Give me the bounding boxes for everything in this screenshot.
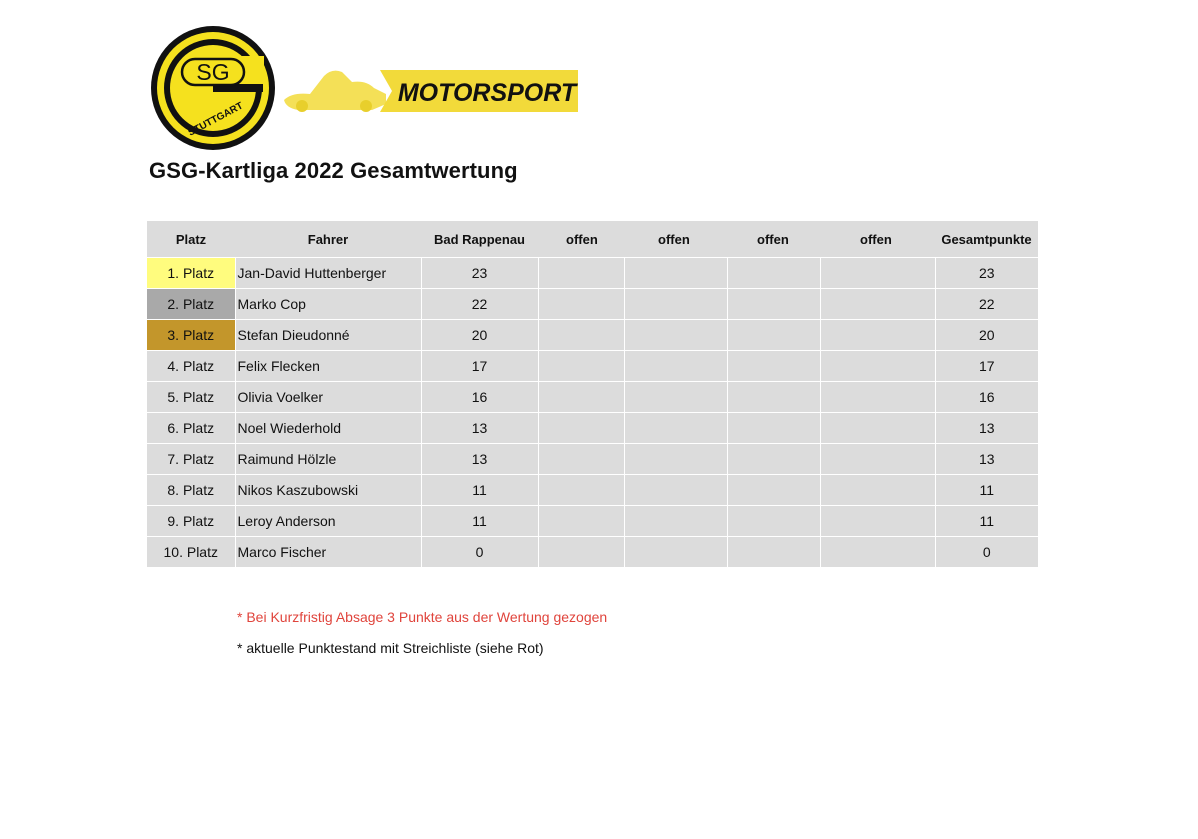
race-2-cell [538, 289, 624, 320]
bad-rappenau-cell: 13 [421, 444, 538, 475]
race-2-cell [538, 258, 624, 289]
total-cell: 23 [935, 258, 1038, 289]
motorsport-banner [282, 66, 578, 114]
standings-table [147, 221, 1038, 567]
race-3-cell [624, 258, 727, 289]
driver-cell: Marco Fischer [235, 537, 421, 568]
race-3-cell [624, 413, 727, 444]
total-cell: 11 [935, 475, 1038, 506]
race-2-cell [538, 475, 624, 506]
kart-icon [284, 71, 386, 112]
race-4-cell [727, 258, 820, 289]
race-3-cell [624, 289, 727, 320]
table-row [147, 258, 1038, 289]
table-row [147, 506, 1038, 537]
total-cell: 13 [935, 444, 1038, 475]
total-cell: 11 [935, 506, 1038, 537]
column-header-offen-2: offen [624, 221, 727, 258]
column-header-offen-4: offen [820, 221, 935, 258]
race-4-cell [727, 413, 820, 444]
race-3-cell [624, 506, 727, 537]
bad-rappenau-cell: 23 [421, 258, 538, 289]
column-header-offen-1: offen [538, 221, 624, 258]
rank-cell: 2. Platz [147, 289, 235, 320]
bad-rappenau-cell: 20 [421, 320, 538, 351]
race-5-cell [820, 444, 935, 475]
table-row [147, 351, 1038, 382]
race-5-cell [820, 351, 935, 382]
total-cell: 17 [935, 351, 1038, 382]
total-cell: 13 [935, 413, 1038, 444]
table-row [147, 320, 1038, 351]
race-3-cell [624, 537, 727, 568]
column-header-platz: Platz [147, 221, 235, 258]
race-4-cell [727, 537, 820, 568]
rank-cell: 5. Platz [147, 382, 235, 413]
driver-cell: Leroy Anderson [235, 506, 421, 537]
total-cell: 20 [935, 320, 1038, 351]
race-4-cell [727, 444, 820, 475]
driver-cell: Olivia Voelker [235, 382, 421, 413]
driver-cell: Jan-David Huttenberger [235, 258, 421, 289]
race-5-cell [820, 258, 935, 289]
rank-cell: 4. Platz [147, 351, 235, 382]
race-5-cell [820, 506, 935, 537]
bad-rappenau-cell: 13 [421, 413, 538, 444]
race-2-cell [538, 351, 624, 382]
column-header-offen-3: offen [727, 221, 820, 258]
bad-rappenau-cell: 11 [421, 475, 538, 506]
rank-cell: 6. Platz [147, 413, 235, 444]
rank-cell: 3. Platz [147, 320, 235, 351]
bad-rappenau-cell: 0 [421, 537, 538, 568]
race-5-cell [820, 289, 935, 320]
table-row [147, 413, 1038, 444]
rank-cell: 1. Platz [147, 258, 235, 289]
race-2-cell [538, 444, 624, 475]
motorsport-label: MOTORSPORT [397, 79, 577, 107]
race-2-cell [538, 320, 624, 351]
rank-cell: 10. Platz [147, 537, 235, 568]
driver-cell: Nikos Kaszubowski [235, 475, 421, 506]
race-3-cell [624, 475, 727, 506]
column-header-fahrer: Fahrer [235, 221, 421, 258]
race-5-cell [820, 413, 935, 444]
rank-cell: 8. Platz [147, 475, 235, 506]
race-3-cell [624, 351, 727, 382]
driver-cell: Felix Flecken [235, 351, 421, 382]
bad-rappenau-cell: 22 [421, 289, 538, 320]
race-5-cell [820, 382, 935, 413]
race-2-cell [538, 413, 624, 444]
table-row [147, 444, 1038, 475]
penalty-note: * Bei Kurzfristig Absage 3 Punkte aus der Wertung gezogen [237, 609, 608, 625]
race-4-cell [727, 320, 820, 351]
page-title: GSG-Kartliga 2022 Gesamtwertung [149, 158, 518, 183]
column-header-bad-rappenau: Bad Rappenau [421, 221, 538, 258]
race-2-cell [538, 537, 624, 568]
driver-cell: Stefan Dieudonné [235, 320, 421, 351]
logo-city: STUTTGART [186, 100, 246, 139]
standings-note: * aktuelle Punktestand mit Streichliste (siehe Rot) [237, 640, 544, 656]
total-cell: 0 [935, 537, 1038, 568]
race-4-cell [727, 475, 820, 506]
race-2-cell [538, 382, 624, 413]
column-header-gesamtpunkte: Gesamtpunkte [935, 221, 1038, 258]
race-5-cell [820, 475, 935, 506]
table-row [147, 475, 1038, 506]
table-header-row [147, 221, 1038, 258]
race-4-cell [727, 289, 820, 320]
driver-cell: Marko Cop [235, 289, 421, 320]
race-3-cell [624, 382, 727, 413]
total-cell: 16 [935, 382, 1038, 413]
table-row [147, 289, 1038, 320]
total-cell: 22 [935, 289, 1038, 320]
race-4-cell [727, 382, 820, 413]
logo-text: SG [196, 59, 230, 85]
gsg-logo [150, 26, 276, 150]
rank-cell: 9. Platz [147, 506, 235, 537]
bad-rappenau-cell: 16 [421, 382, 538, 413]
table-row [147, 537, 1038, 568]
race-2-cell [538, 506, 624, 537]
rank-cell: 7. Platz [147, 444, 235, 475]
race-3-cell [624, 320, 727, 351]
race-5-cell [820, 320, 935, 351]
race-4-cell [727, 506, 820, 537]
driver-cell: Noel Wiederhold [235, 413, 421, 444]
race-3-cell [624, 444, 727, 475]
race-5-cell [820, 537, 935, 568]
driver-cell: Raimund Hölzle [235, 444, 421, 475]
table-row [147, 382, 1038, 413]
race-4-cell [727, 351, 820, 382]
bad-rappenau-cell: 11 [421, 506, 538, 537]
bad-rappenau-cell: 17 [421, 351, 538, 382]
